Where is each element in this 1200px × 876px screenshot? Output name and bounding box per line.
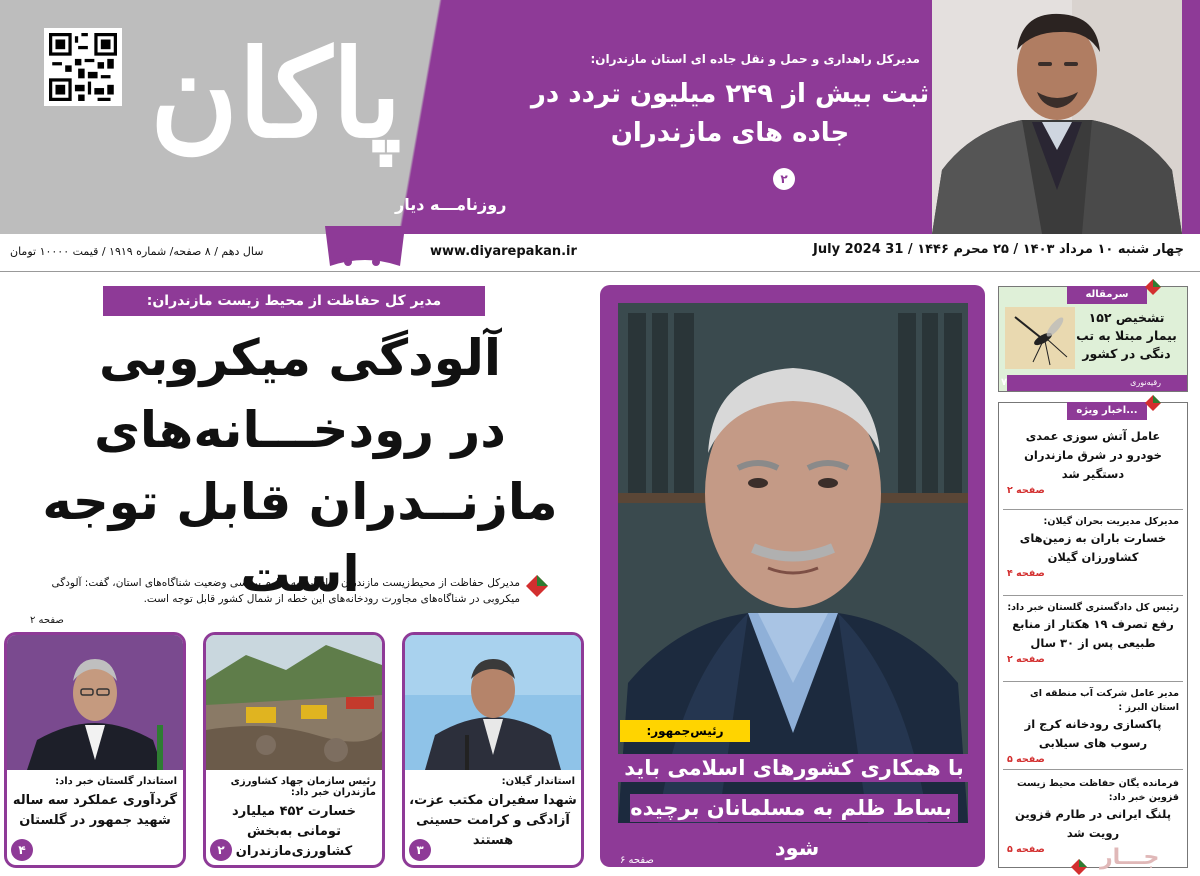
main-story-kicker: مدیر کل حفاظت از محیط زیست مازندران: (103, 286, 485, 316)
card-title: گردآوری عملکرد سه ساله شهید جمهور در گلستان (12, 793, 178, 828)
masthead (0, 0, 1200, 234)
card-page-badge: ۳ (409, 839, 431, 861)
special-news-box (998, 402, 1188, 868)
editorial-title: تشخیص ۱۵۲ بیمار مبتلا به تب دنگی در کشور (1076, 310, 1177, 361)
masthead-headline[interactable] (520, 75, 940, 153)
newspaper-logo[interactable]: پاکان (150, 24, 402, 165)
list-item[interactable] (999, 687, 1187, 767)
card-kicker: استاندار گلستان خبر داد: (55, 776, 177, 787)
editorial-page-number: ۷ (1000, 377, 1008, 388)
card-photo-golestan (7, 635, 183, 770)
news-item-page: صفحه ۵ (1007, 844, 1045, 855)
card-photo-flood-damage (206, 635, 382, 770)
card-photo-gilan (405, 635, 581, 770)
feature-headline-line2: بساط ظلم به مسلمانان برچیده شود (630, 794, 957, 862)
news-item-title: رفع تصرف ۱۹ هکتار از منابع طبیعی پس از ۳۰ سال (1012, 617, 1174, 650)
card-kicker: استاندار گیلان: (501, 776, 575, 787)
feature-headline-line1: با همکاری کشورهای اسلامی باید (618, 754, 969, 782)
main-headline-line1: آلودگی میکروبی (99, 329, 501, 387)
info-bar (0, 234, 1200, 272)
newspaper-logo-subtitle: روزنامـــه دیار (395, 195, 507, 214)
qr-code-icon[interactable] (44, 28, 122, 106)
main-story-lead: مدیرکل حفاظت از محیط‌زیست مازندران با اشاره به تداوم بررسی وضعیت شناگاه‌های استان، گفت: آلودگی میکروبی در شناگاه‌های مجاورت رودخانه‌های این خطه از شمال کشور قابل توجه است. (51, 577, 520, 605)
news-item-kicker: مدیر عامل شرکت آب منطقه ای استان البرز : (1029, 688, 1179, 713)
editorial-byline: رقیه‌نوری (1007, 375, 1187, 391)
divider (1003, 595, 1183, 596)
news-item-title: پلنگ ایرانی در طارم قزوین رویت شد (1014, 807, 1172, 840)
qr-code-graphic (49, 33, 117, 101)
masthead-page-badge: ۲ (773, 168, 795, 190)
card-page-badge: ۴ (11, 839, 33, 861)
masthead-headline-line2: جاده های مازندران (610, 118, 850, 148)
diamond-icon (1071, 859, 1087, 875)
source-watermark: جـــار (1100, 845, 1160, 870)
editorial-tab: سرمقاله (1067, 286, 1147, 304)
news-item-kicker: مدیرکل مدیریت بحران گیلان: (1043, 516, 1179, 527)
news-item-title: پاکسازی رودخانه کرج از رسوب های سیلابی (1024, 717, 1162, 750)
diamond-bullet-icon (526, 575, 548, 597)
diamond-icon (1145, 395, 1161, 411)
divider (1003, 681, 1183, 682)
card-title: شهدا سفیران مکتب عزت، آزادگی و کرامت حسینی هستند (409, 793, 577, 848)
news-item-page: صفحه ۵ (1007, 754, 1045, 765)
issue-date: چهار شنبه ۱۰ مرداد ۱۴۰۳ / ۲۵ محرم ۱۴۴۶ / 31 July 2024 (813, 242, 1184, 257)
divider (1003, 769, 1183, 770)
news-item-page: صفحه ۲ (1007, 654, 1045, 665)
card-page-badge: ۲ (210, 839, 232, 861)
news-item-kicker: فرمانده یگان حفاظت محیط زیست قزوین خبر داد: (1016, 778, 1179, 803)
portrait-graphic (932, 0, 1182, 234)
news-item-kicker: رئیس کل دادگستری گلستان خبر داد: (1007, 602, 1179, 613)
main-headline-line3: مازنــدران قابل توجه است (42, 473, 558, 603)
editorial-box[interactable] (998, 286, 1188, 392)
card-title: خسارت ۴۵۲ میلیارد تومانی به‌بخش کشاورزی‌مازندران (232, 804, 356, 859)
news-item-page: صفحه ۴ (1007, 568, 1045, 579)
website-link[interactable]: www.diyarepakan.ir (430, 244, 577, 259)
feature-portrait-photo (618, 303, 968, 823)
special-news-tab: اخبار ویژه... (1067, 402, 1147, 420)
edition-info: سال دهم / ۸ صفحه/ شماره ۱۹۱۹ / قیمت ۱۰۰۰۰ تومان (10, 245, 264, 258)
list-item[interactable] (999, 601, 1187, 667)
divider (1003, 509, 1183, 510)
masthead-kicker: مدیرکل راهداری و حمل و نقل جاده ای استان مازندران: (590, 52, 920, 66)
card-kicker: رئیس سازمان جهاد کشاورزی مازندران خبر داد: (230, 776, 376, 798)
feature-kicker: رئیس‌جمهور: (620, 720, 750, 742)
main-headline-line2: در رودخـــانه‌های (94, 401, 506, 459)
main-story-headline[interactable] (20, 322, 580, 610)
news-card-gilan[interactable] (402, 632, 584, 868)
masthead-portrait-photo (932, 0, 1182, 234)
news-item-page: صفحه ۲ (1007, 485, 1045, 496)
list-item[interactable] (999, 427, 1187, 498)
news-card-golestan[interactable] (4, 632, 186, 868)
list-item[interactable] (999, 515, 1187, 581)
main-story-page-ref: صفحه ۲ (30, 615, 64, 626)
news-item-title: خسارت باران به زمین‌های کشاورزان گیلان (1019, 531, 1167, 564)
masthead-headline-line1: ثبت بیش از ۲۴۹ میلیون تردد در (530, 79, 930, 109)
diamond-icon (1145, 279, 1161, 295)
news-card-agriculture[interactable] (203, 632, 385, 868)
feature-page-ref: صفحه ۶ (620, 855, 654, 866)
news-item-title: عامل آتش سوزی عمدی خودرو در شرق مازندران دستگیر شد (1024, 429, 1162, 481)
mosquito-icon (1005, 307, 1075, 369)
feature-headline[interactable] (618, 748, 970, 868)
